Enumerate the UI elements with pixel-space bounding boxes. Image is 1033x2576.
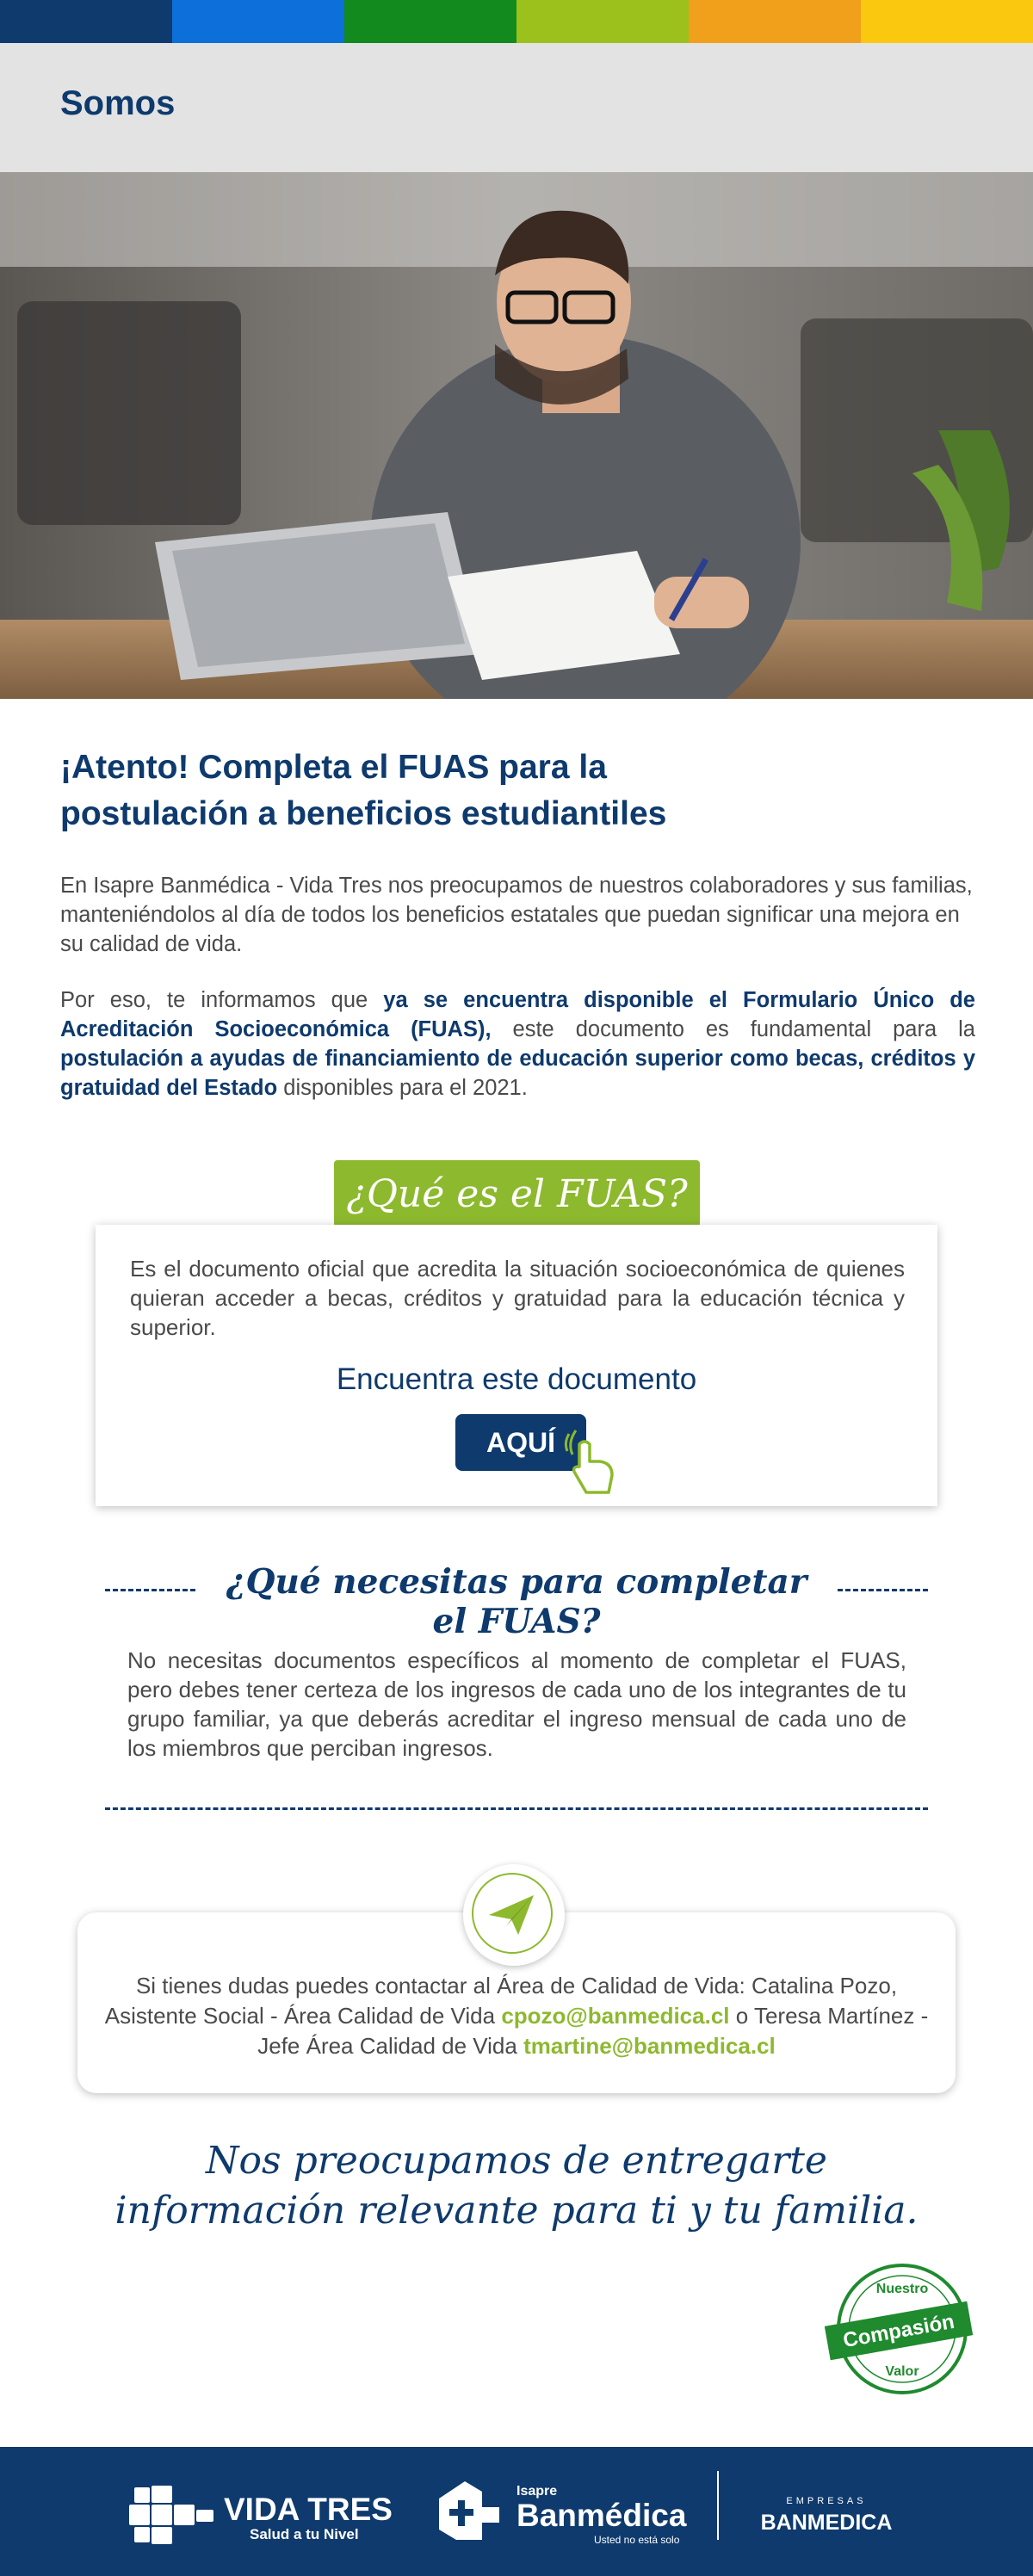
contact-email-tmartine[interactable]: tmartine@banmedica.cl [523,2033,776,2059]
fuas-info-card [96,1225,937,1506]
intro-paragraph: En Isapre Banmédica - Vida Tres nos preocupamos de nuestros colaboradores y sus familias, manteniéndolos al día de todos los beneficios estatales que puedan significar una mejora en su calidad de vida. [60,874,973,956]
vida-tres-name: VIDA TRES [224,2492,393,2527]
fuas-heading-tab [334,1160,700,1227]
fuas-description: Es el documento oficial que acredita la situación socioeconómica de quienes quieran acceder a becas, créditos y gratuidad para la educación técnica y superior. [130,1256,905,1340]
stripe-lime [516,0,689,43]
hero-image [0,172,1033,699]
compasion-value-seal [825,2260,973,2398]
send-icon-badge [463,1864,565,1966]
seal-bottom-text: Valor [885,2364,919,2379]
needs-paragraph: No necesitas documentos específicos al momento de completar el FUAS, pero debes tener certeza de los ingresos de cada uno de los integrantes de tu grupo familiar, ya que deberás acreditar el ingreso mensual de cada uno de los miembros que perciban ingresos. [127,1647,906,1761]
stripe-yellow [861,0,1033,43]
footer-divider [717,2471,719,2540]
paper-plane-icon [473,1875,551,1952]
banmedica-tagline: Usted no está solo [594,2534,680,2546]
closing-line1: Nos preocupamos de entregarte [206,2139,827,2183]
footer [0,2447,1033,2576]
p2-text-e: disponibles para el 2021. [277,1076,528,1100]
banmedica-name: Banmédica [516,2498,687,2533]
banmedica-logo [430,2473,689,2550]
fuas-availability-paragraph [60,985,975,1103]
contact-email-cpozo[interactable]: cpozo@banmedica.cl [501,2003,730,2029]
empresas-banmedica-logo [749,2490,904,2542]
contact-text-b: o Teresa Martínez - Jefe Área Calidad de Vida [257,2003,929,2059]
dashed-divider-full [105,1807,928,1810]
stripe-blue [172,0,344,43]
stripe-green [344,0,516,43]
main-title [60,744,973,837]
fuas-heading: ¿Qué es el FUAS? [346,1171,688,1216]
header-title: Somos [60,84,176,122]
p2-text-c: este documento es fundamental para la [491,1017,975,1041]
hand-pointer-icon [560,1427,621,1496]
seal-center-text: Compasión [841,2309,956,2353]
header-band [0,43,1033,172]
dashed-divider-right [838,1589,928,1591]
aqui-button[interactable]: AQUÍ [455,1414,586,1471]
closing-message [86,2136,947,2236]
p2-text-a: Por eso, te informamos que [60,988,384,1012]
seal-top-text: Nuestro [875,2282,929,2296]
empresas-small: EMPRESAS [786,2496,867,2506]
p2-bold-b: ya se encuentra disponible el Formulario Único de Acreditación Socioeconómica (FUAS), [60,988,975,1041]
main-title-line1: ¡Atento! Completa el FUAS para la [60,749,607,786]
banmedica-small: Isapre [516,2484,558,2499]
stripe-navy [0,0,172,43]
find-document-text: Encuentra este documento [336,1362,697,1396]
contact-text [95,1971,938,2061]
vida-tres-tagline: Salud a tu Nivel [250,2526,359,2542]
dashed-divider-left [105,1589,195,1591]
contact-text-a: Si tienes dudas puedes contactar al Área de Calidad de Vida: Catalina Pozo, Asistente Social - Área Calidad de Vida [104,1973,898,2029]
stripe-orange [689,0,861,43]
color-stripe-bar [0,0,1033,43]
empresas-name: BANMEDICA [760,2511,893,2535]
p2-bold-d: postulación a ayudas de financiamiento de educación superior como becas, créditos y gratuidad del Estado [60,1047,975,1100]
needs-title: ¿Qué necesitas para completar el FUAS? [226,1562,807,1641]
vida-tres-logo [129,2486,422,2546]
closing-line2: información relevante para ti y tu familia. [114,2189,919,2233]
send-icon-ring [472,1873,553,1954]
main-title-line2: postulación a beneficios estudiantiles [60,795,667,832]
